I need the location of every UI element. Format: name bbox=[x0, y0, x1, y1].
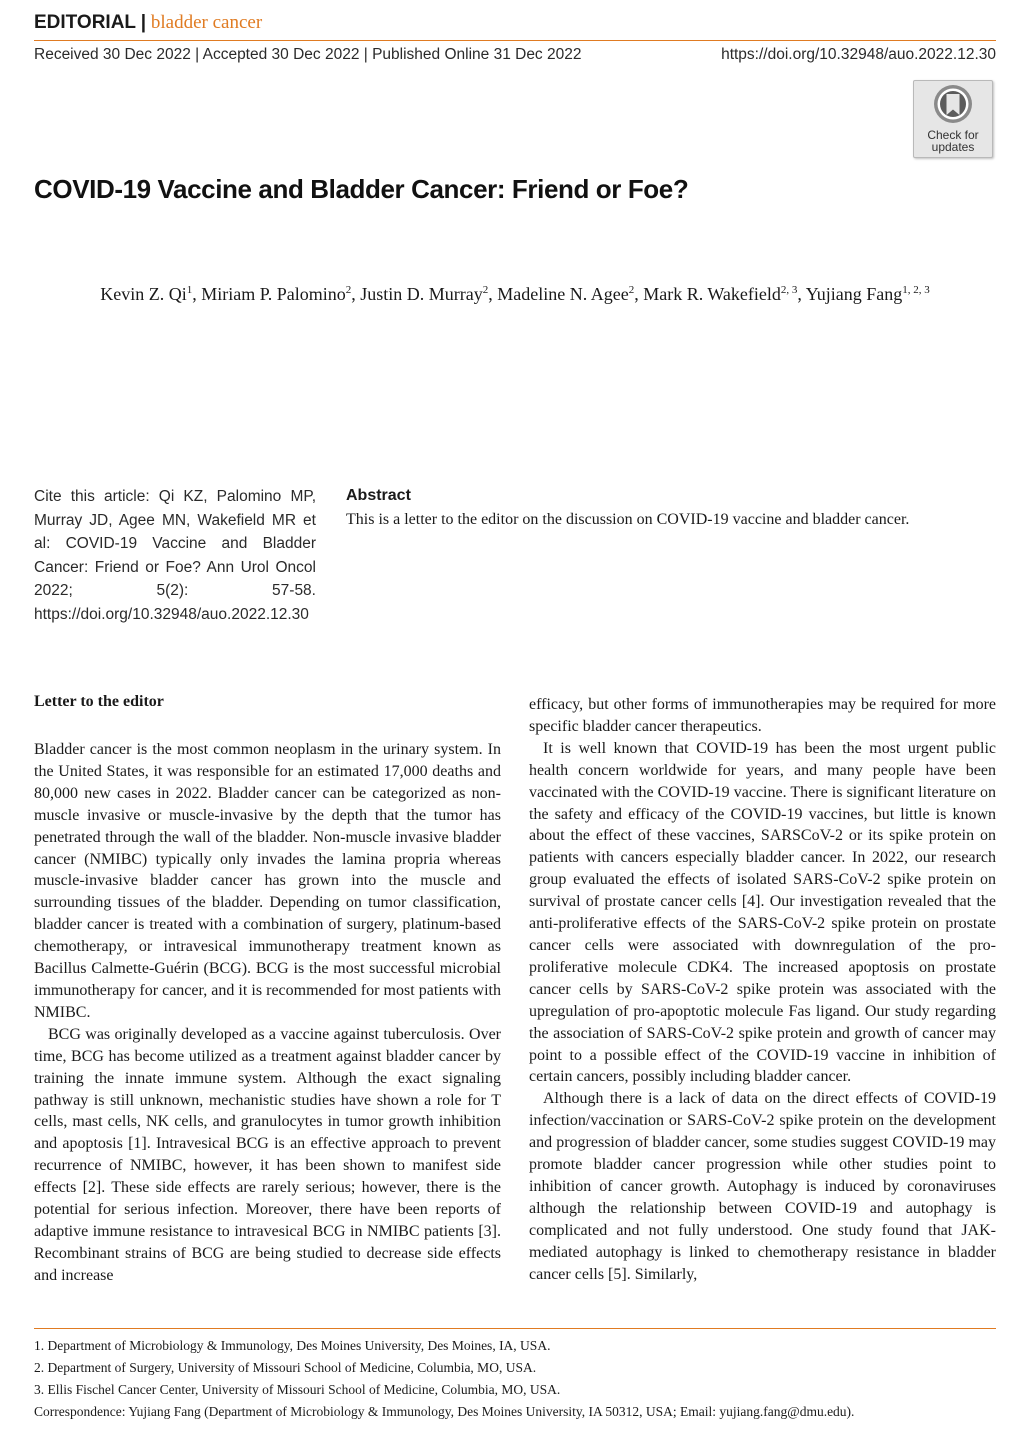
paragraph: efficacy, but other forms of immunotherapies may be required for more specific bladder cancer therapeutics. bbox=[529, 696, 996, 735]
affiliation-mark: 2 bbox=[628, 284, 635, 296]
section-label: EDITORIAL bbox=[34, 12, 137, 33]
badge-line-1: Check for bbox=[927, 128, 979, 142]
header-rule bbox=[34, 40, 996, 41]
publication-dates: Received 30 Dec 2022 | Accepted 30 Dec 2022 | Published Online 31 Dec 2022 bbox=[34, 46, 582, 63]
author: Miriam P. Palomino$^2$, bbox=[201, 284, 361, 304]
check-for-updates-badge[interactable] bbox=[913, 80, 993, 158]
doi-link[interactable]: https://doi.org/10.32948/auo.2022.12.30 bbox=[721, 46, 996, 63]
body-column-left bbox=[34, 739, 501, 1287]
body-heading: Letter to the editor bbox=[34, 693, 164, 710]
footnote-rule bbox=[34, 1328, 996, 1329]
affiliation-mark: 2 bbox=[482, 284, 489, 296]
citation-block: Cite this article: Qi KZ, Palomino MP, Murray JD, Agee MN, Wakefield MR et al: COVID-19 Vaccine and Bladder Cancer: Friend or Foe? Ann Urol Oncol 2022; 5(2): 57-58. https://doi.org/10.32948/auo.2022.12.30 bbox=[34, 488, 316, 623]
affiliation-note: 2. Department of Surgery, University of Missouri School of Medicine, Columbia, MO, USA. bbox=[34, 1360, 537, 1375]
paragraph: Although there is a lack of data on the direct effects of COVID-19 infection/vaccination or SARS-CoV-2 spike protein on the development and progression of bladder cancer, some studies suggest COVID-19 may promote bladder cancer progression while other studies point to inhibition of cancer growth. Autophagy is induced by coronaviruses although the relationship between COVID-19 and autophagy is complicated and not fully understood. One study found that JAK-mediated autophagy is linked to chemotherapy resistance in bladder cancer cells [5]. Similarly, bbox=[529, 1090, 996, 1283]
correspondence-note: Correspondence: Yujiang Fang (Department of Microbiology & Immunology, Des Moines University, IA 50312, USA; Email: yujiang.fang@dmu.edu). bbox=[34, 1404, 855, 1419]
author-list bbox=[0, 284, 1030, 305]
author: Kevin Z. Qi$^1$, bbox=[100, 284, 202, 304]
author: Madeline N. Agee$^2$, bbox=[497, 284, 644, 304]
affiliation-note: 1. Department of Microbiology & Immunology, Des Moines University, Des Moines, IA, USA. bbox=[34, 1338, 551, 1353]
section-topic: bladder cancer bbox=[150, 12, 263, 33]
affiliation-mark: 1, 2, 3 bbox=[902, 284, 930, 296]
section-separator: | bbox=[140, 12, 147, 33]
affiliation-mark: 2 bbox=[345, 284, 352, 296]
affiliation-mark: 1 bbox=[186, 284, 193, 296]
article-title: COVID-19 Vaccine and Bladder Cancer: Friend or Foe? bbox=[34, 174, 689, 204]
author: Justin D. Murray$^2$, bbox=[360, 284, 498, 304]
body-column-right bbox=[529, 694, 996, 1285]
badge-line-2: updates bbox=[931, 140, 975, 154]
abstract-text: This is a letter to the editor on the discussion on COVID-19 vaccine and bladder cancer. bbox=[346, 511, 910, 528]
check-for-updates-icon bbox=[933, 84, 973, 124]
section-header bbox=[34, 12, 262, 34]
paragraph: Bladder cancer is the most common neoplasm in the urinary system. In the United States, it was responsible for an estimated 17,000 deaths and 80,000 new cases in 2022. Bladder cancer can be categorized as non-muscle invasive or muscle-invasive by the depth that the tumor has penetrated through the wall of the bladder. Non-muscle invasive bladder cancer (NMIBC) typically only invades the lamina propria whereas muscle-invasive bladder cancer has grown into the muscle and surrounding tissues of the bladder. Depending on tumor classification, bladder cancer is treated with a combination of surgery, platinum-based chemotherapy, or intravesical immunotherapy treatment known as Bacillus Calmette-Guérin (BCG). BCG is the most successful microbial immunotherapy for cancer, and it is recommended for most patients with NMIBC. bbox=[34, 741, 501, 1021]
affiliation-mark: 2, 3 bbox=[780, 284, 798, 296]
abstract-heading: Abstract bbox=[346, 487, 411, 504]
paragraph: It is well known that COVID-19 has been the most urgent public health concern worldwide for years, and many people have been vaccinated with the COVID-19 vaccine. There is significant literature on the safety and efficacy of the COVID-19 vaccines, but little is known about the effect of these vaccines, SARSCoV-2 or its spike protein on patients with cancers especially bladder cancer. In 2022, our research group evaluated the effects of isolated SARS-CoV-2 spike protein on survival of prostate cancer cells [4]. Our investigation revealed that the anti-proliferative effects of the SARS-CoV-2 spike protein on prostate cancer cells were associated with downregulation of the pro-proliferative molecule CDK4. The increased apoptosis on prostate cancer cells by SARS-CoV-2 spike protein was associated with the upregulation of pro-apoptotic molecule Fas ligand. Our study regarding the association of SARS-CoV-2 spike protein and growth of cancer may point to a possible effect of the COVID-19 vaccine in inhibition of certain cancers, possibly including bladder cancer. bbox=[529, 739, 996, 1086]
author: Mark R. Wakefield$^{2, 3}$, bbox=[643, 284, 806, 304]
footnotes bbox=[34, 1335, 996, 1423]
paragraph: BCG was originally developed as a vaccine against tuberculosis. Over time, BCG has become utilized as a treatment against bladder cancer by training the innate immune system. Although the exact signaling pathway is still unknown, mechanistic studies have shown a role for T cells, mast cells, NK cells, and granulocytes in tumor growth inhibition and apoptosis [1]. Intravesical BCG is an effective approach to prevent recurrence of NMIBC, however, it has been shown to manifest side effects [2]. These side effects are rarely serious; however, there is the potential for serious infection. Moreover, there have been reports of adaptive immune resistance to intravesical BCG in NMIBC patients [3]. Recombinant strains of BCG are being studied to decrease side effects and increase bbox=[34, 1025, 501, 1284]
affiliation-note: 3. Ellis Fischel Cancer Center, University of Missouri School of Medicine, Columbia, MO, USA. bbox=[34, 1382, 561, 1397]
author: Yujiang Fang$^{1, 2, 3}$ bbox=[805, 284, 930, 304]
